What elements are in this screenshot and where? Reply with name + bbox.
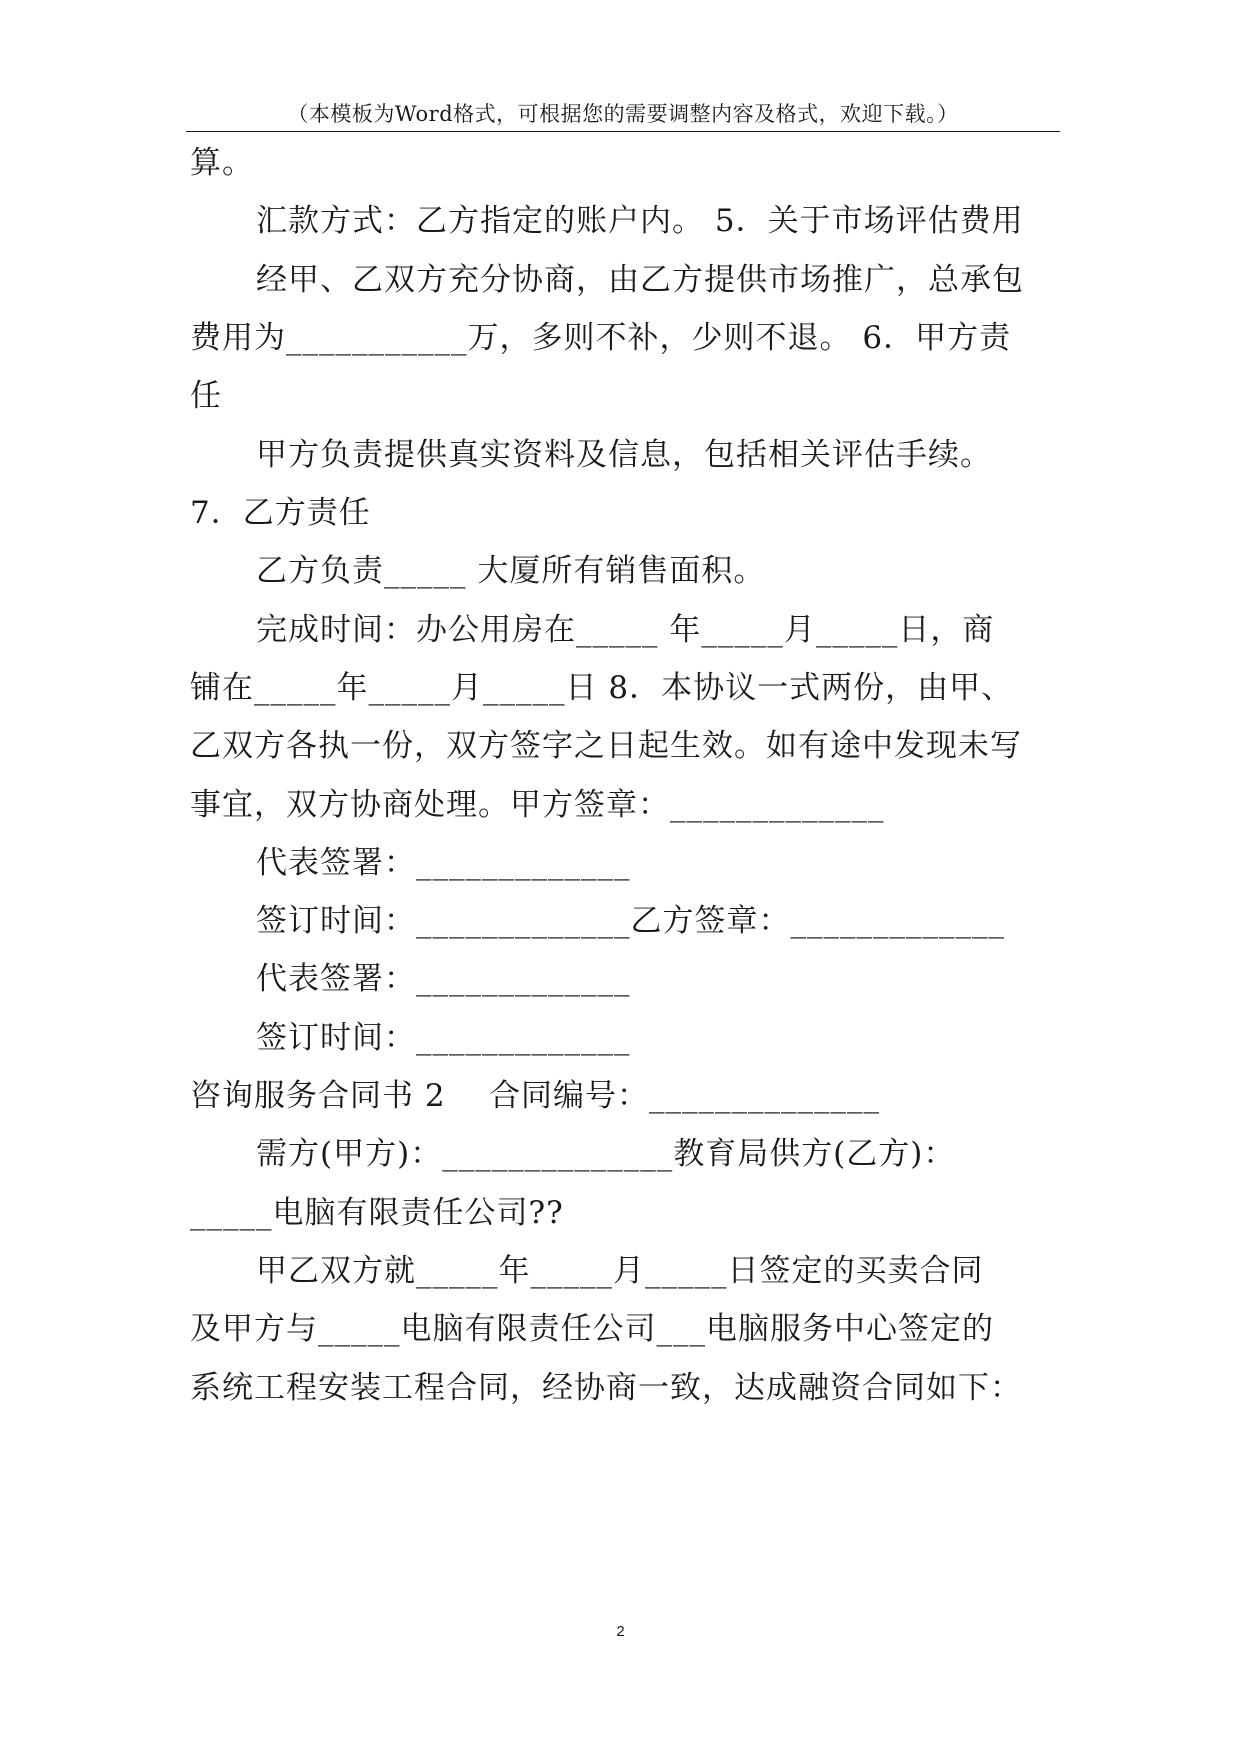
body-line: 乙方负责_____ 大厦所有销售面积。 [256,553,766,589]
body-line: 任 [190,378,222,414]
body-line: 乙双方各执一份，双方签字之日起生效。如有途中发现未写 [190,728,1022,764]
signature-line: 签订时间：_____________乙方签章：_____________ [256,903,1005,939]
body-line: 汇款方式：乙方指定的账户内。 5．关于市场评估费用 [256,203,1024,239]
body-line: _____电脑有限责任公司?? [190,1195,564,1231]
body-line: 系统工程安装工程合同，经协商一致，达成融资合同如下： [190,1370,1022,1406]
body-line: 甲方负责提供真实资料及信息，包括相关评估手续。 [256,437,992,473]
body-line: 及甲方与_____电脑有限责任公司___电脑服务中心签定的 [190,1311,994,1347]
body-line: 完成时间：办公用房在_____ 年_____月_____日，商 [256,612,995,648]
body-line: 费用为___________万，多则不补，少则不退。 6．甲方责 [190,320,1012,356]
section-heading: 7．乙方责任 [190,495,371,531]
signature-line: 代表签署：_____________ [256,961,631,997]
signature-line: 签订时间：_____________ [256,1020,631,1056]
body-line: 铺在_____年_____月_____日 8．本协议一式两份，由甲、 [190,670,1014,706]
body-line: 事宜，双方协商处理。甲方签章：_____________ [190,787,885,823]
page-header-note: （本模板为Word格式，可根据您的需要调整内容及格式，欢迎下载。） [287,102,959,126]
header-divider [186,131,1060,132]
page-number: 2 [616,1623,625,1640]
body-line: 需方(甲方)：______________教育局供方(乙方)： [256,1136,956,1172]
body-line: 经甲、乙双方充分协商，由乙方提供市场推广，总承包 [256,262,1024,298]
body-line: 甲乙双方就_____年_____月_____日签定的买卖合同 [256,1253,984,1289]
signature-line: 代表签署：_____________ [256,845,631,881]
contract-title-line: 咨询服务合同书 2 合同编号：______________ [190,1078,880,1114]
body-line: 算。 [190,145,254,181]
